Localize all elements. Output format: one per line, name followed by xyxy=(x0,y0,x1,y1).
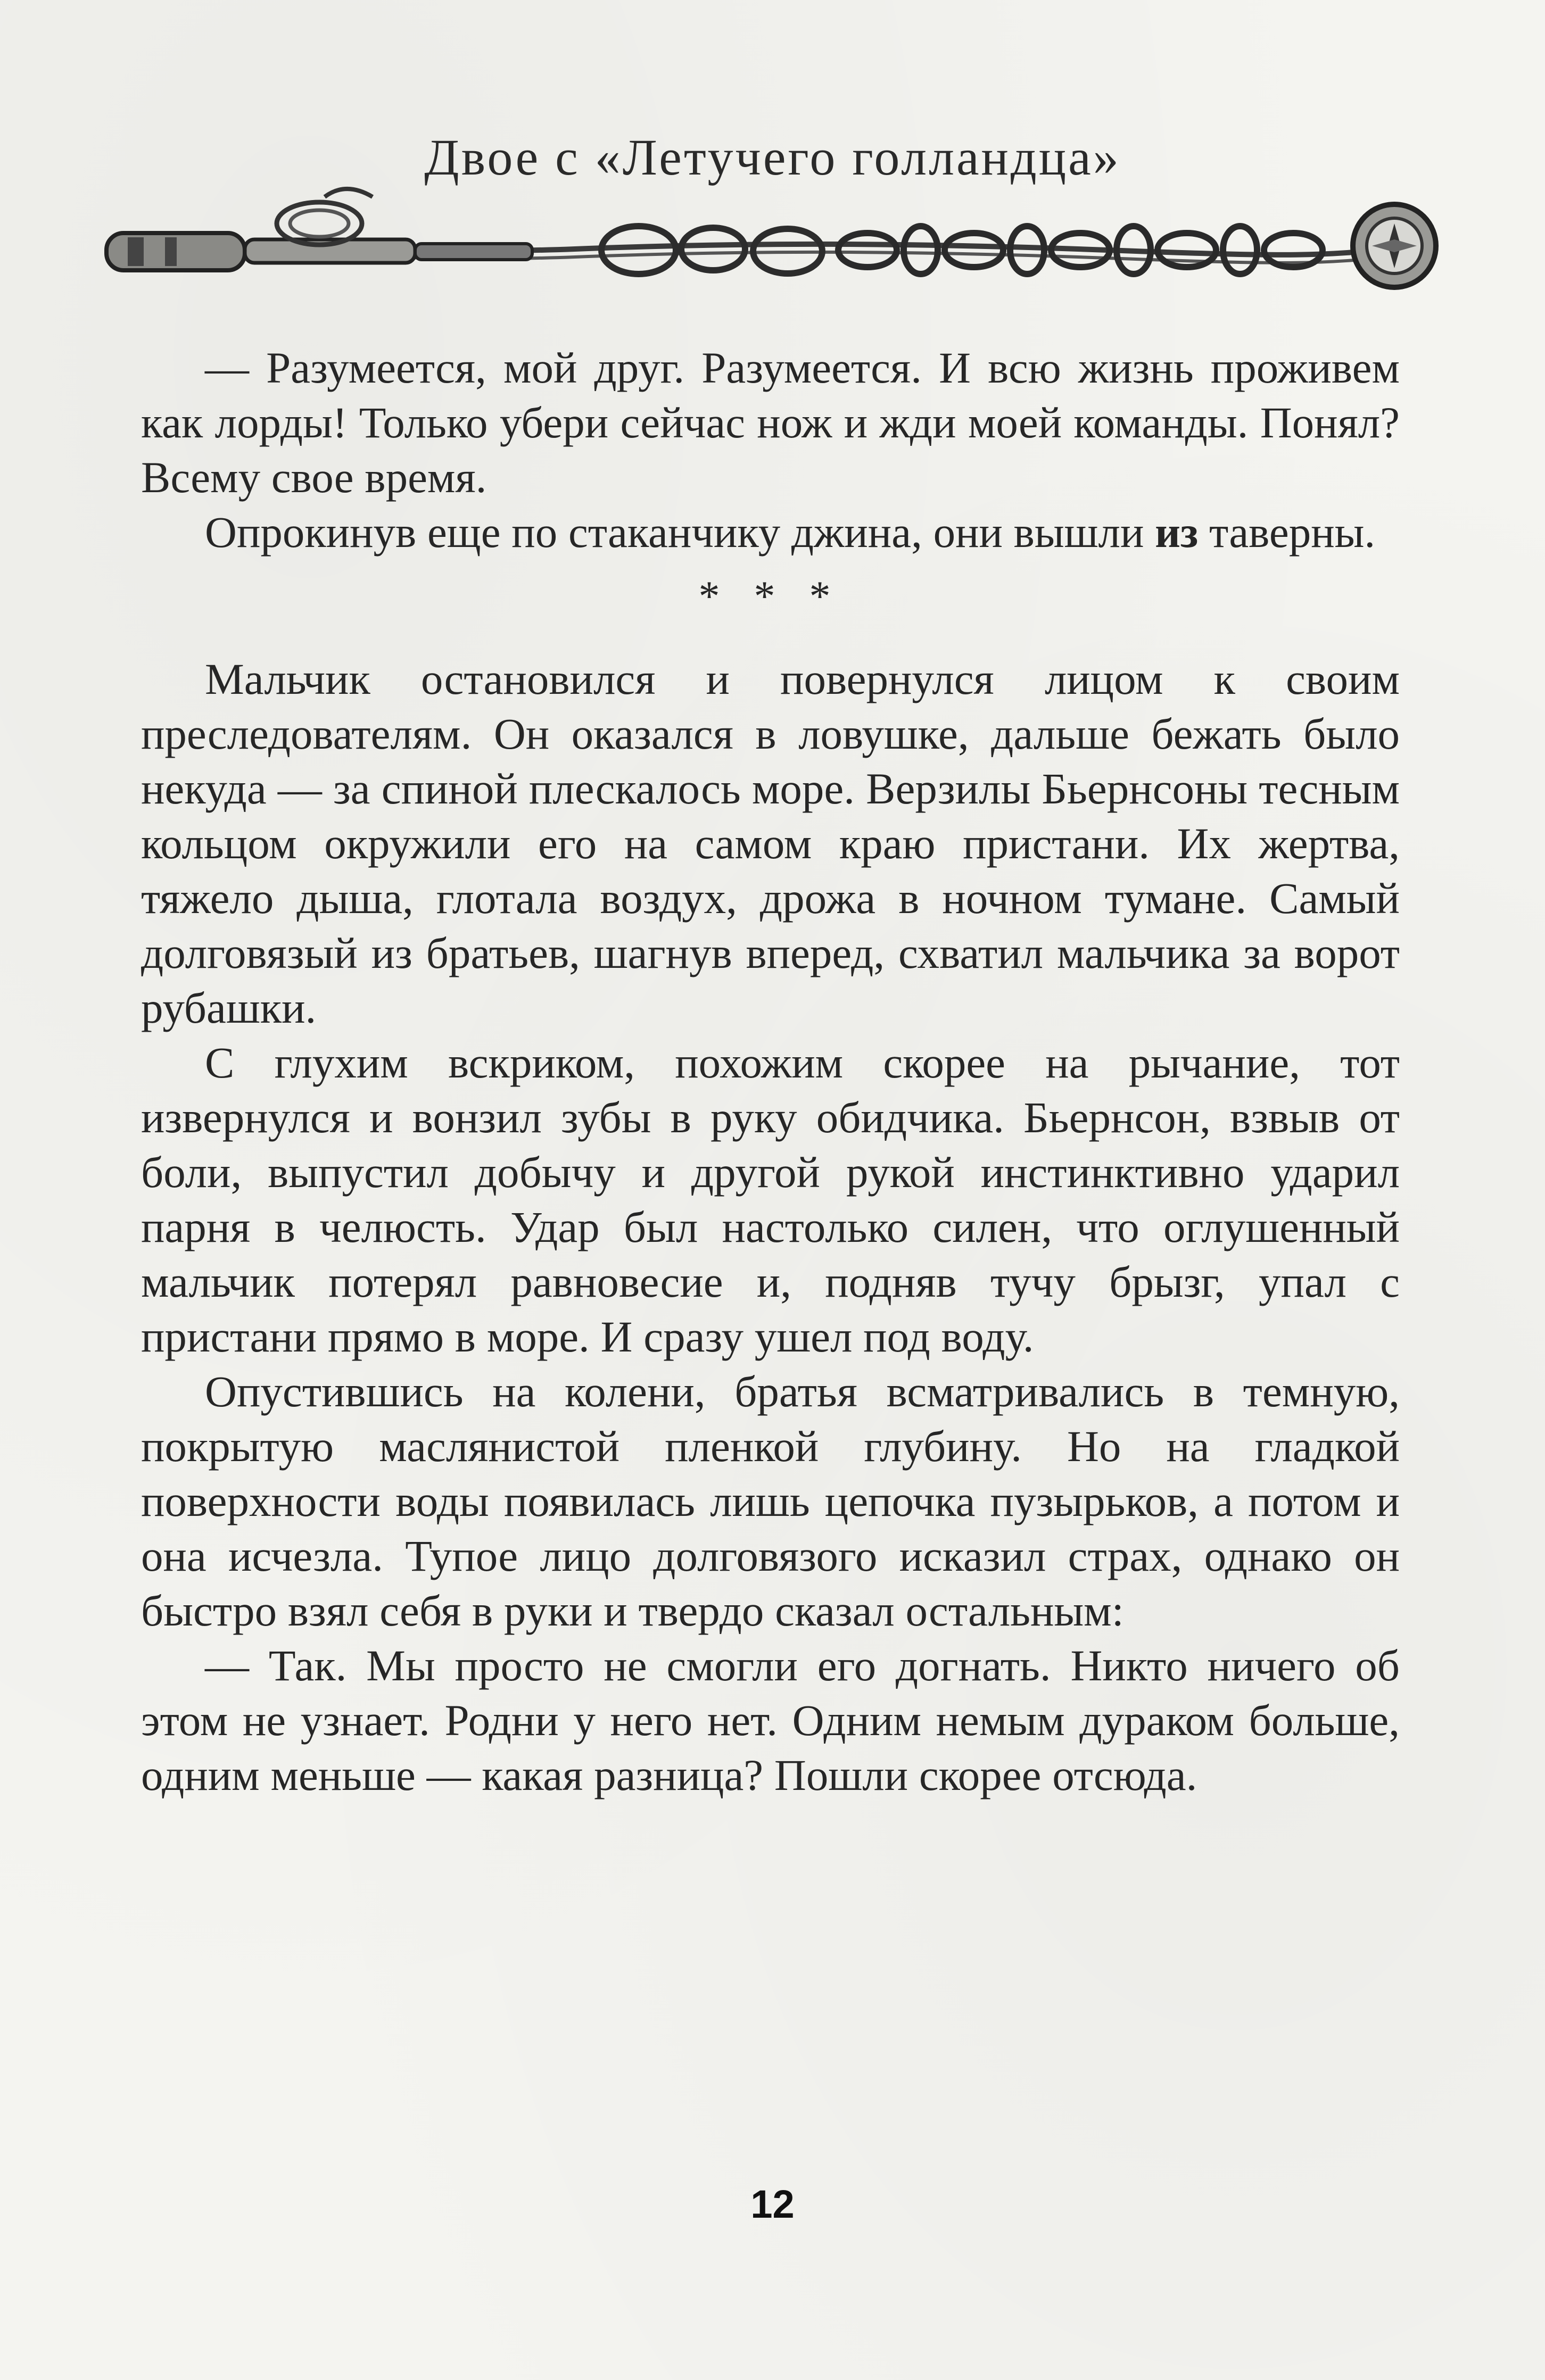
compass-icon xyxy=(1353,204,1436,287)
paragraph-1: — Разумеется, мой друг. Разумеется. И всю жизнь проживем как лорды! Только убери сейчас нож и жди моей команды. Понял? Всему свое время. xyxy=(141,343,1400,502)
paragraph-6: — Так. Мы просто не смогли его догнать. Никто ничего об этом не узнает. Родни у него нет. Одним немым дураком больше, одним меньше — какая разница? Пошли скорее отсюда. xyxy=(141,1641,1400,1799)
page-number: 12 xyxy=(750,2182,795,2226)
paragraph-2-end: таверны. xyxy=(1209,508,1376,557)
section-separator: * * * xyxy=(698,573,842,620)
nautical-ornament-banner xyxy=(96,186,1442,298)
paragraph-2 xyxy=(141,505,1400,560)
rope-coil-icon xyxy=(277,189,373,245)
paragraph-5: Опустившись на колени, братья всматривались в темную, покрытую маслянистой пленкой глубину. Но на гладкой поверхности воды появилась лишь цепочка пузырьков, а потом и она исчезла. Тупое лицо долговязого исказил страх, однако он быстро взял себя в руки и твердо сказал остальным: xyxy=(141,1367,1400,1635)
running-title: Двое с «Летучего голландца» xyxy=(424,129,1121,186)
paragraph-2-start: Опрокинув еще по стаканчику джина, они вышли xyxy=(205,508,1144,557)
knot-icon xyxy=(601,226,822,274)
paragraph-4: С глухим вскриком, похожим скорее на рычание, тот извернулся и вонзил зубы в руку обидчика. Бьернсон, взвыв от боли, выпустил добычу и другой рукой инстинктивно ударил парня в челюсть. Удар был настолько силен, что оглушенный мальчик потерял равновесие и, подняв тучу брызг, упал с пристани прямо в море. И сразу ушел под воду. xyxy=(141,1038,1400,1361)
main-text xyxy=(141,341,1400,1803)
paragraph-2-bold-word: из xyxy=(1155,508,1199,557)
paragraph-3: Мальчик остановился и повернулся лицом к своим преследователям. Он оказался в ловушке, дальше бежать было некуда — за спиной плескалось море. Верзилы Бьернсоны тесным кольцом окружили его на самом краю пристани. Их жертва, тяжело дыша, глотала воздух, дрожа в ночном тумане. Самый долговязый из братьев, шагнув вперед, схватил мальчика за ворот рубашки. xyxy=(141,654,1400,1032)
